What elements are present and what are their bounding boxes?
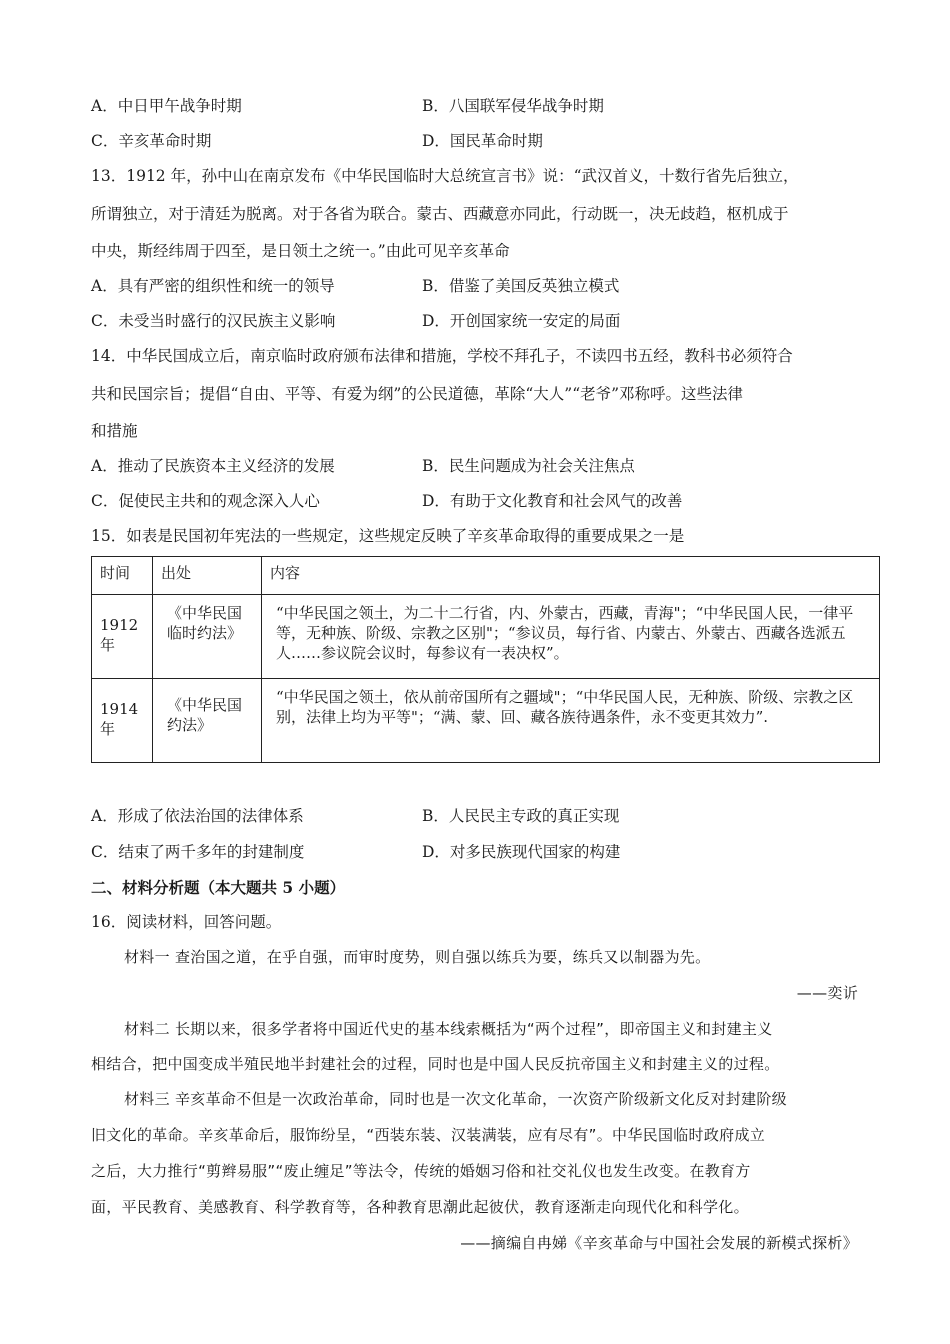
material-3-source: ——摘编自冉娣《辛亥革命与中国社会发展的新模式探析》 — [460, 1234, 858, 1252]
material-3-line-1: 材料三 辛亥革命不但是一次政治革命，同时也是一次文化革命，一次资产阶级新文化反对封建阶级 — [124, 1090, 787, 1108]
q15-option-a: A．形成了依法治国的法律体系 — [91, 807, 304, 825]
q14-option-c: C．促使民主共和的观念深入人心 — [91, 492, 320, 510]
material-2-line-1: 材料二 长期以来，很多学者将中国近代史的基本线索概括为“两个过程”，即帝国主义和封建主义 — [124, 1020, 773, 1038]
q15-stem: 15．如表是民国初年宪法的一些规定，这些规定反映了辛亥革命取得的重要成果之一是 — [91, 527, 685, 545]
table-header-source: 出处 — [153, 557, 262, 595]
table-header-time: 时间 — [92, 557, 153, 595]
table-cell-time: 1914 年 — [92, 679, 153, 763]
q14-option-a: A．推动了民族资本主义经济的发展 — [91, 457, 335, 475]
q14-option-b: B．民生问题成为社会关注焦点 — [422, 457, 635, 475]
q12-option-b: B．八国联军侵华战争时期 — [422, 97, 604, 115]
table-cell-source: 《中华民国约法》 — [153, 679, 262, 763]
material-3-line-2: 旧文化的革命。辛亥革命后，服饰纷呈，“西装东装、汉装满装，应有尽有”。中华民国临时政府成立 — [91, 1126, 766, 1144]
q13-stem-line-1: 13．1912 年，孙中山在南京发布《中华民国临时大总统宣言书》说：“武汉首义，十数行省先后独立， — [91, 167, 799, 185]
q13-option-b: B．借鉴了美国反英独立模式 — [422, 277, 620, 295]
q16-stem: 16．阅读材料，回答问题。 — [91, 913, 282, 931]
q13-option-a: A．具有严密的组织性和统一的领导 — [91, 277, 335, 295]
table-cell-source: 《中华民国临时约法》 — [153, 595, 262, 679]
constitution-table — [91, 556, 880, 763]
material-1: 材料一 查治国之道，在乎自强，而审时度势，则自强以练兵为要，练兵又以制器为先。 — [124, 948, 711, 966]
q14-option-d: D．有助于文化教育和社会风气的改善 — [422, 492, 683, 510]
q15-option-d: D．对多民族现代国家的构建 — [422, 843, 621, 861]
table-header-row — [92, 557, 880, 595]
q14-stem-line-2: 共和民国宗旨；提倡“自由、平等、有爱为纲”的公民道德，革除“大人”“老爷”邓称呼。这些法律 — [91, 385, 744, 403]
table-row — [92, 679, 880, 763]
table-row — [92, 595, 880, 679]
q12-option-d: D．国民革命时期 — [422, 132, 543, 150]
material-2-line-2: 相结合，把中国变成半殖民地半封建社会的过程，同时也是中国人民反抗帝国主义和封建主义的过程。 — [91, 1055, 780, 1073]
table-cell-time: 1912 年 — [92, 595, 153, 679]
q13-stem-line-3: 中央，斯经纬周于四至，是日领土之统一。”由此可见辛亥革命 — [91, 242, 510, 260]
material-1-source: ——奕䜣 — [796, 984, 858, 1002]
q15-option-c: C．结束了两千多年的封建制度 — [91, 843, 305, 861]
section-title: 二、材料分析题（本大题共 5 小题） — [91, 878, 346, 897]
table-cell-content: “中华民国之领土，依从前帝国所有之疆域"；“中华民国人民，无种族、阶级、宗教之区别，法律上均为平等"；“满、蒙、回、藏各族待遇条件，永不变更其效力”. — [262, 679, 880, 763]
q14-stem-line-3: 和措施 — [91, 422, 138, 440]
q12-option-c: C．辛亥革命时期 — [91, 132, 212, 150]
q14-stem-line-1: 14．中华民国成立后，南京临时政府颁布法律和措施，学校不拜孔子，不读四书五经，教科书必须符合 — [91, 347, 793, 365]
table-cell-content: “中华民国之领土，为二十二行省，内、外蒙古，西藏，青海"；“中华民国人民，一律平等，无种族、阶级、宗教之区别"；“参议员，每行省、内蒙古、外蒙古、西藏各选派五人……参议院会议时，每参议有一表决权”。 — [262, 595, 880, 679]
q12-option-a: A．中日甲午战争时期 — [91, 97, 242, 115]
q15-option-b: B．人民民主专政的真正实现 — [422, 807, 620, 825]
q13-option-c: C．未受当时盛行的汉民族主义影响 — [91, 312, 336, 330]
material-3-line-3: 之后，大力推行“剪辫易服”“废止缠足”等法令，传统的婚姻习俗和社交礼仪也发生改变。在教育方 — [91, 1162, 751, 1180]
q13-option-d: D．开创国家统一安定的局面 — [422, 312, 621, 330]
material-3-line-4: 面，平民教育、美感教育、科学教育等，各种教育思潮此起彼伏，教育逐渐走向现代化和科学化。 — [91, 1198, 749, 1216]
q13-stem-line-2: 所谓独立，对于清廷为脱离。对于各省为联合。蒙古、西藏意亦同此，行动既一，决无歧趋，枢机成于 — [91, 205, 789, 223]
table-header-content: 内容 — [262, 557, 880, 595]
